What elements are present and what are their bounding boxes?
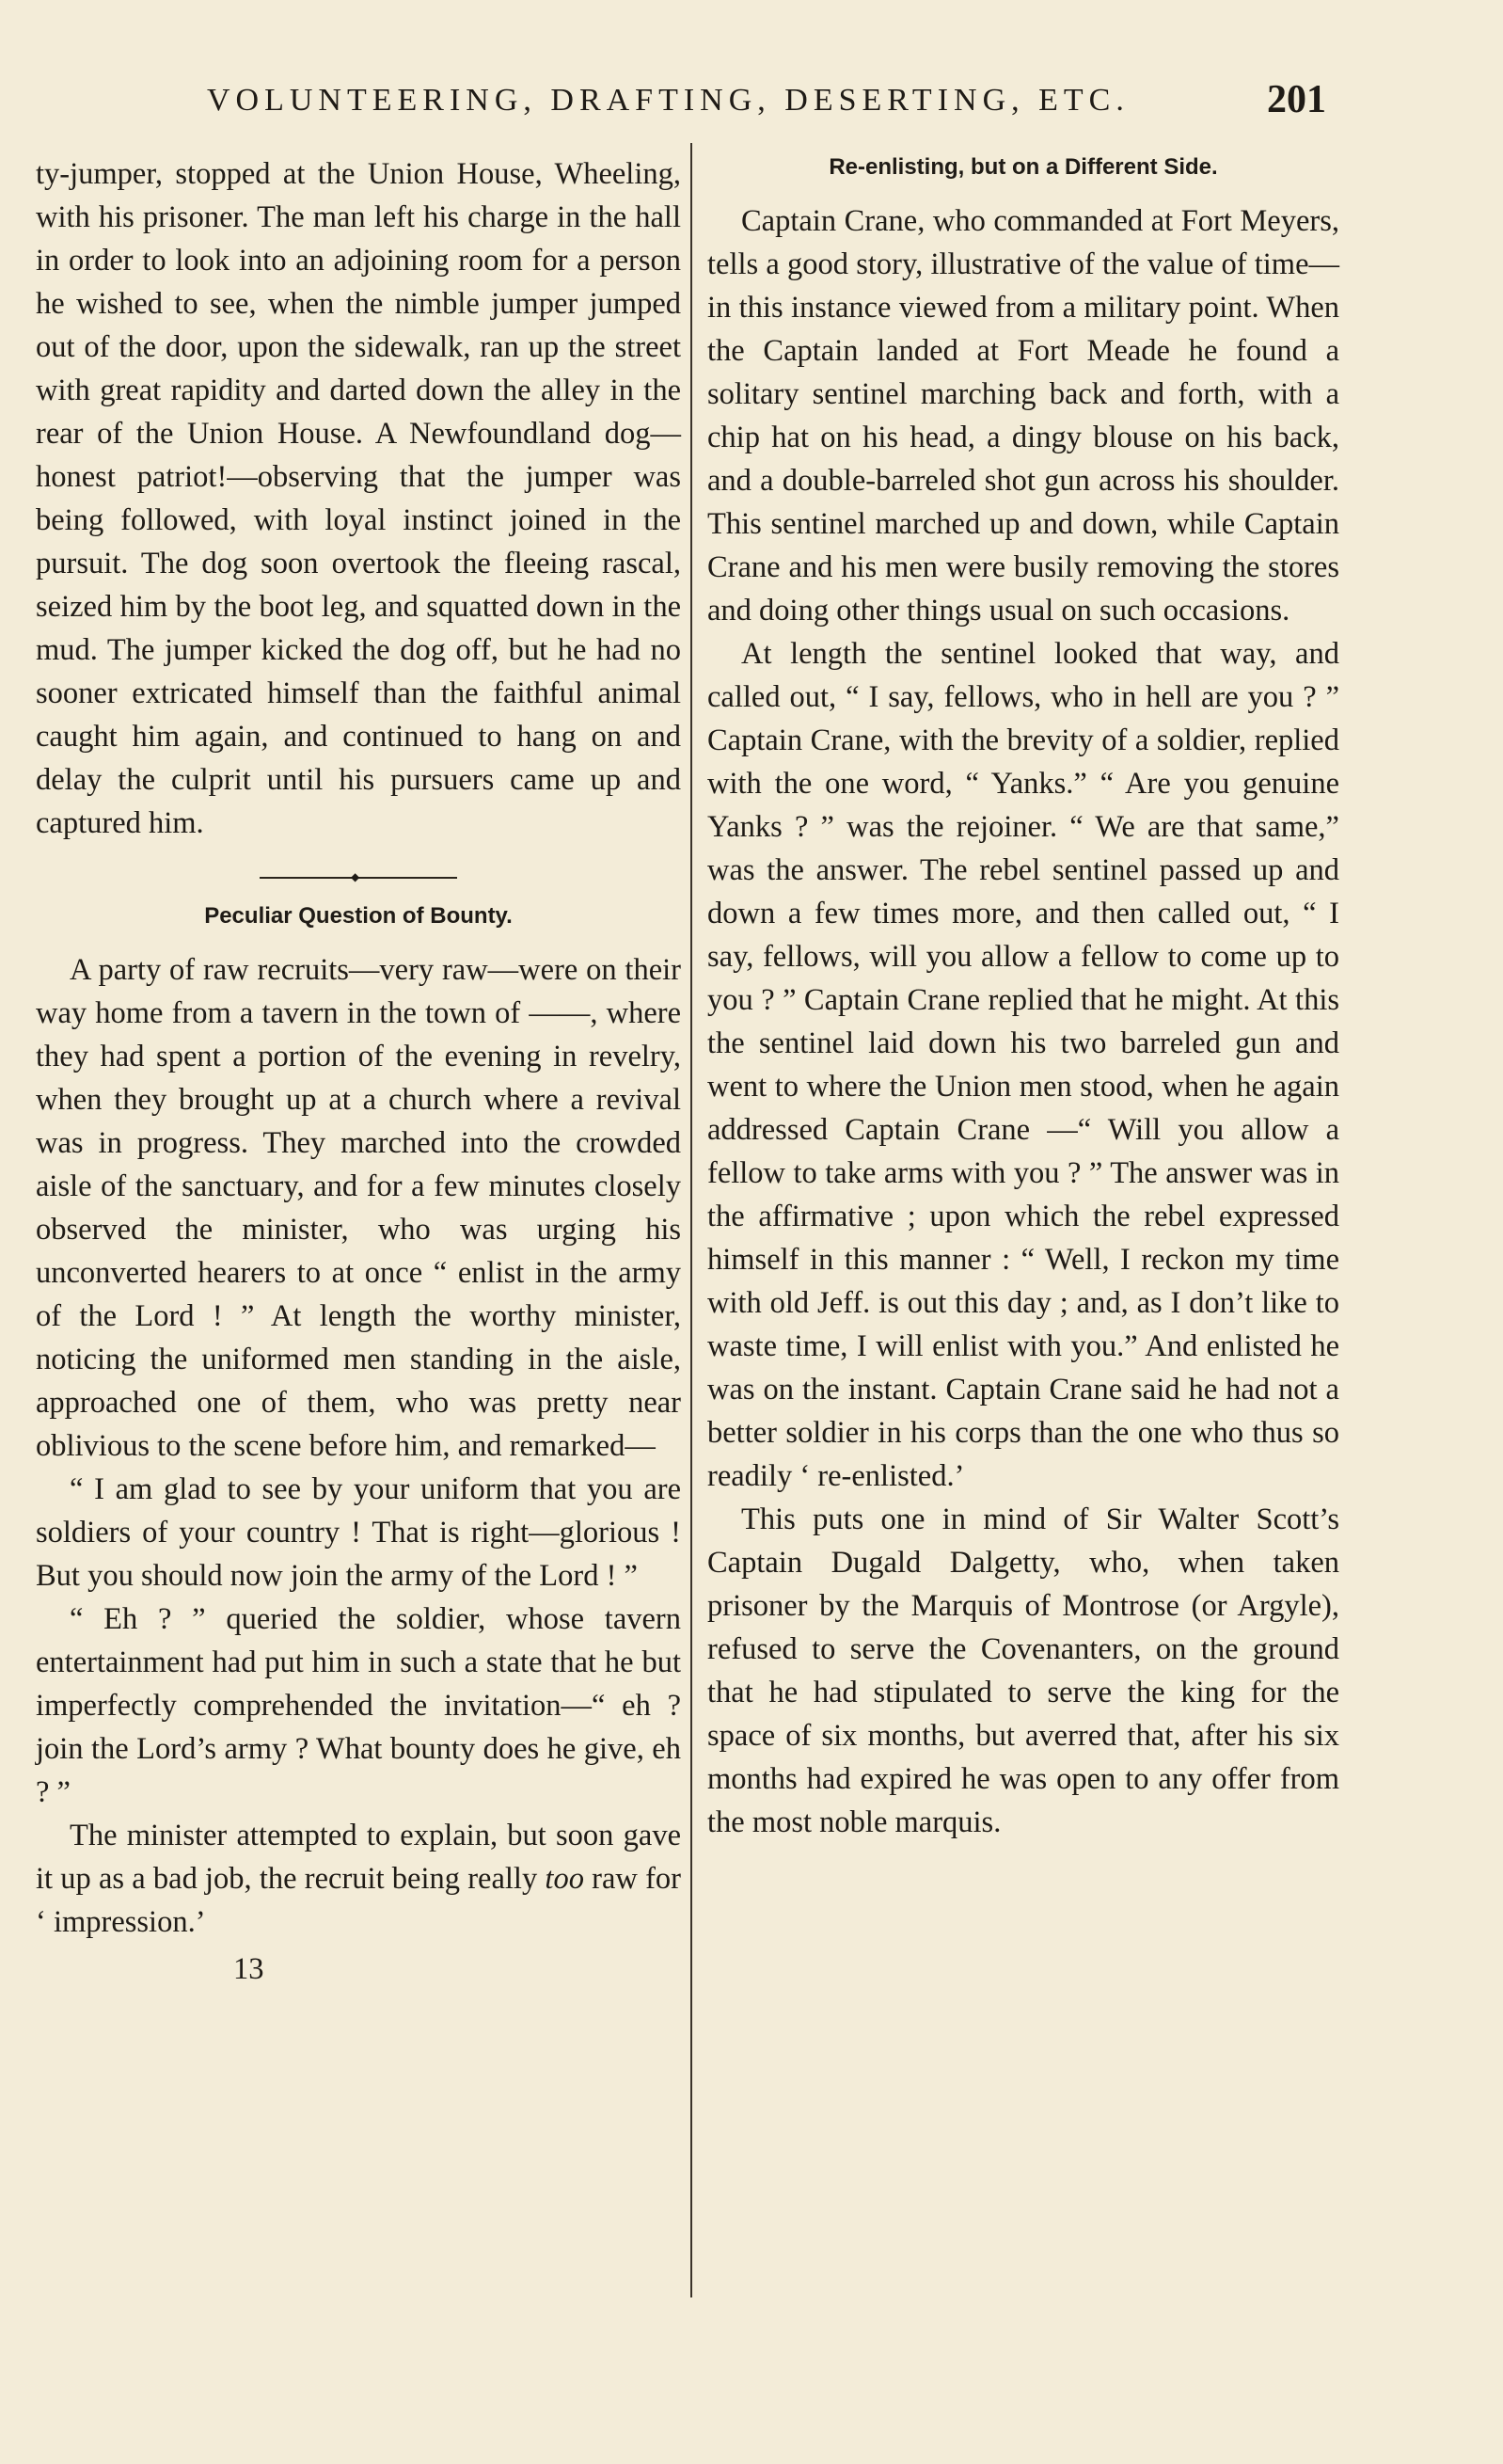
left-column xyxy=(36,152,681,1991)
section-heading-bounty: Peculiar Question of Bounty. xyxy=(204,903,513,929)
page-header xyxy=(207,77,1326,126)
conclusion-emphasis: too xyxy=(545,1862,584,1896)
left-paragraph-continued: ty-jumper, stopped at the Union House, Wheeling, with his prisoner. The man left his charge in the hall in order to look into an adjoining room for a person he wished to see, when the nimble jumper jumped out of the door, upon the sidewalk, ran up the street with great rapidity and darted down the alley in the rear of the Union House. A Newfoundland dog—honest patriot!—observing that the jumper was being followed, with loyal instinct joined in the pursuit. The dog soon overtook the fleeing rascal, seized him by the boot leg, and squatted down in the mud. The jumper kicked the dog off, but he had no sooner extricated himself than the faithful animal caught him again, and continued to hang on and delay the culprit until his pursuers came up and captured him. xyxy=(36,157,681,840)
right-paragraph-sentinel-dialogue: At length the sentinel looked that way, and called out, “ I say, fellows, who in hell are you ? ” Captain Crane, with the brevity of a soldier, replied with the one word, “ Yanks.” “ Are you genuine Yanks ? ” was the rejoiner. “ We are that same,” was the answer. The rebel sentinel passed up and down a few times more, and then called out, “ I say, fellows, will you allow a fellow to come up to you ? ” Captain Crane replied that he might. At this the sentinel laid down his two barreled gun and went to where the Union men stood, when he again addressed Captain Crane —“ Will you allow a fellow to take arms with you ? ” The answer was in the affirmative ; upon which the rebel expressed himself in this manner : “ Well, I reckon my time with old Jeff. is out this day ; and, as I don’t like to waste time, I will enlist with you.” And enlisted he was on the instant. Captain Crane said he had not a better soldier in his corps than the one who thus so readily ‘ re-enlisted.’ xyxy=(707,637,1339,1493)
column-divider-line xyxy=(690,143,692,2297)
signature-mark: 13 xyxy=(233,1952,264,1986)
left-paragraph-minister-speech: “ I am glad to see by your uniform that you are soldiers of your country ! That is right—glorious ! But you should now join the army of the Lord ! ” xyxy=(36,1472,681,1593)
page-number: 201 xyxy=(1267,78,1326,121)
conclusion-text-end: raw for ‘ impression.’ xyxy=(36,1862,681,1939)
conclusion-text-start: The minister attempted to explain, but soon gave it up as a bad job, the recruit being really xyxy=(36,1819,681,1896)
right-column xyxy=(707,152,1339,1844)
left-paragraph-recruits: A party of raw recruits—very raw—were on their way home from a tavern in the town of ——, where they had spent a portion of the evening in revelry, when they brought up at a church where a revival was in progress. They marched into the crowded aisle of the sanctuary, and for a few minutes closely observed the minister, who was urging his unconverted hearers to at once “ enlist in the army of the Lord ! ” At length the worthy minister, noticing the uniformed men standing in the aisle, approached one of them, who was pretty near oblivious to the scene before him, and remarked— xyxy=(36,953,681,1463)
right-paragraph-dalgetty: This puts one in mind of Sir Walter Scott’s Captain Dugald Dalgetty, who, when taken prisoner by the Marquis of Montrose (or Argyle), refused to serve the Covenanters, on the ground that he had stipulated to serve the king for the space of six months, but averred that, after his six months had expired he was open to any offer from the most noble marquis. xyxy=(707,1502,1339,1839)
left-paragraph-soldier-reply: “ Eh ? ” queried the soldier, whose tavern entertainment had put him in such a state that he but imperfectly comprehended the invitation—“ eh ? join the Lord’s army ? What bounty does he give, eh ? ” xyxy=(36,1602,681,1809)
section-divider xyxy=(260,870,457,883)
left-paragraph-conclusion xyxy=(36,1814,681,1944)
right-paragraph-captain-crane: Captain Crane, who commanded at Fort Meyers, tells a good story, illustrative of the value of time—in this instance viewed from a military point. When the Captain landed at Fort Meade he found a solitary sentinel marching back and forth, with a chip hat on his head, a dingy blouse on his back, and a double-barreled shot gun across his shoulder. This sentinel marched up and down, while Captain Crane and his men were busily removing the stores and doing other things usual on such occasions. xyxy=(707,204,1339,628)
running-title: VOLUNTEERING, DRAFTING, DESERTING, ETC. xyxy=(207,83,1130,118)
section-heading-reenlisting: Re-enlisting, but on a Different Side. xyxy=(829,154,1218,180)
divider-ornament-icon: ◆ xyxy=(351,870,360,883)
